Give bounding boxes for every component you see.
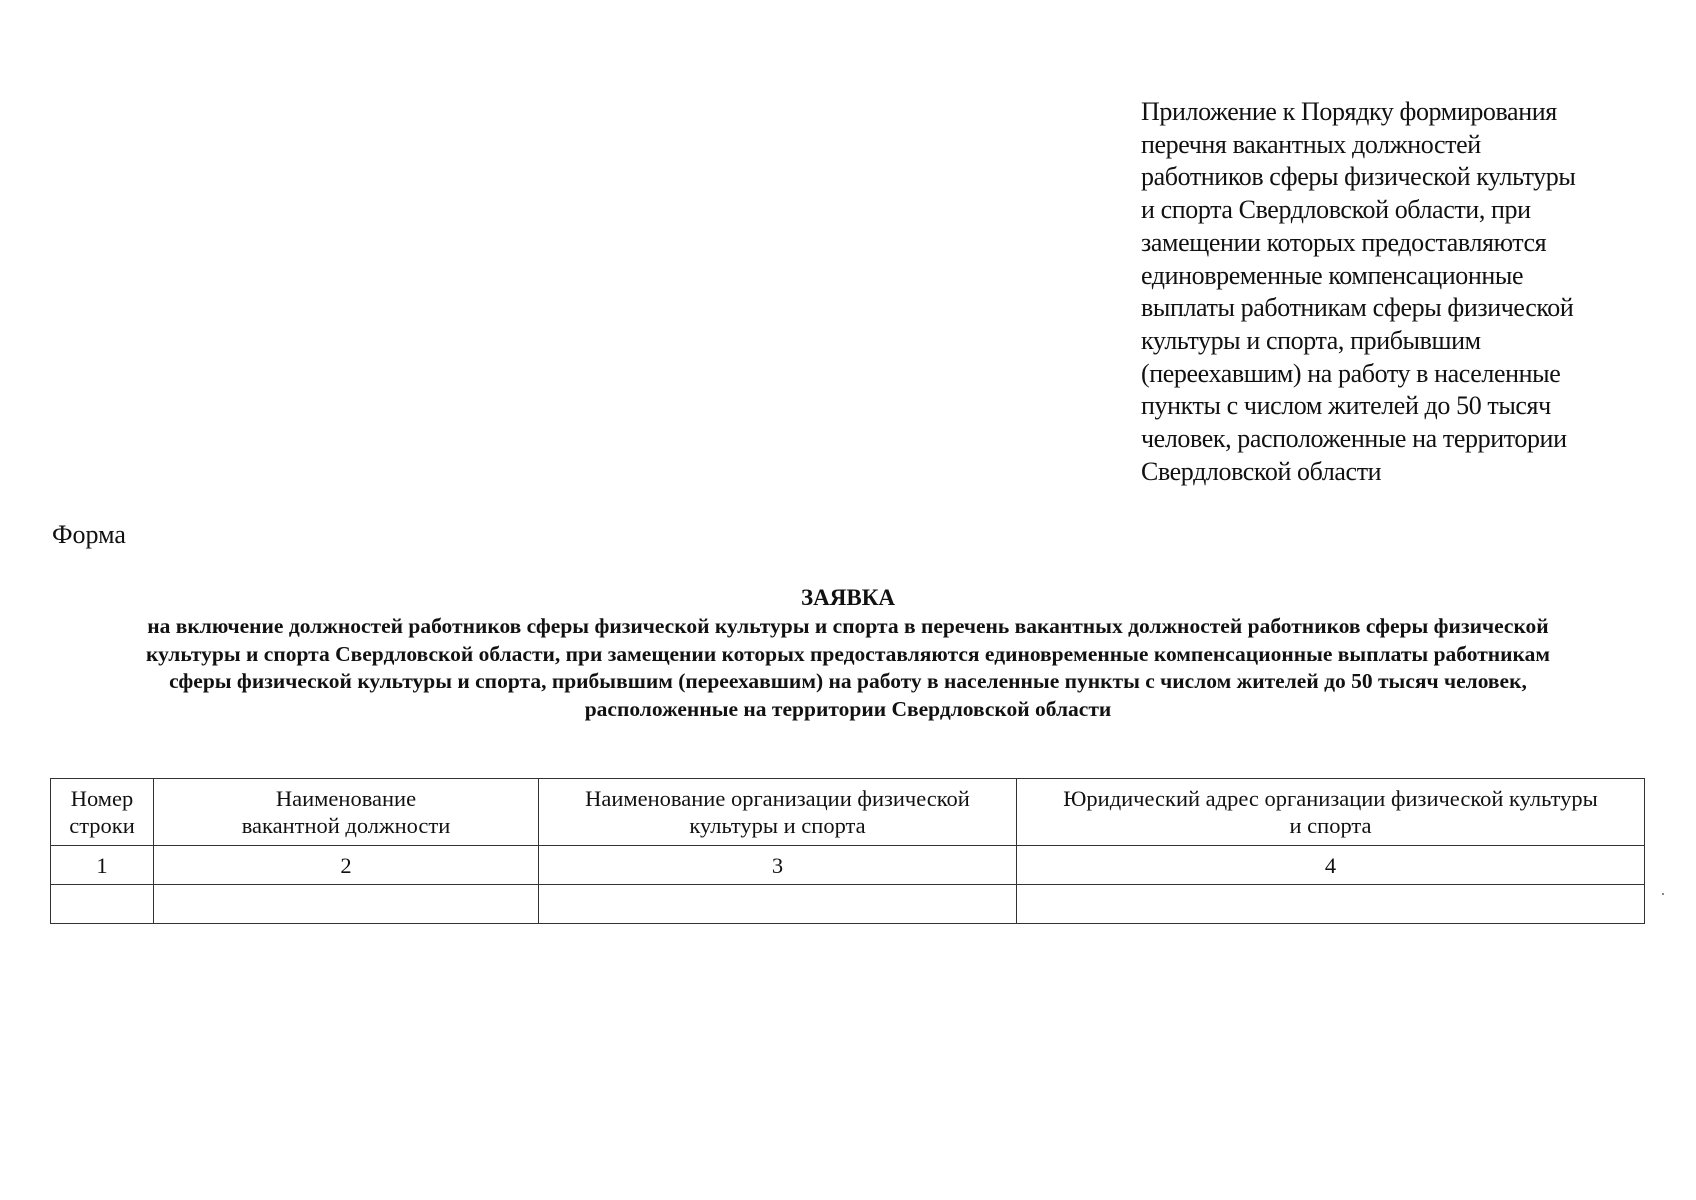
table-header-row	[51, 779, 1645, 846]
column-header-organization	[539, 779, 1017, 846]
column-number: 2	[154, 846, 539, 885]
appendix-line: пункты с числом жителей до 50 тысяч	[1141, 391, 1551, 421]
empty-cell	[51, 885, 154, 924]
appendix-line: выплаты работникам сферы физической	[1141, 293, 1574, 323]
appendix-note	[1141, 96, 1641, 488]
header-line: культуры и спорта	[689, 813, 866, 838]
appendix-line: и спорта Свердловской области, при	[1141, 195, 1531, 225]
scan-speck	[1662, 893, 1664, 895]
title-heading: ЗАЯВКА	[801, 585, 895, 610]
appendix-line: Приложение к Порядку формирования	[1141, 97, 1557, 126]
column-number: 1	[51, 846, 154, 885]
header-line: Номер	[70, 786, 134, 811]
application-table	[50, 778, 1645, 924]
column-header-address	[1017, 779, 1645, 846]
header-line: и спорта	[1289, 813, 1372, 838]
empty-cell	[539, 885, 1017, 924]
form-label: Форма	[52, 520, 126, 549]
header-line: Наименование	[275, 786, 417, 811]
appendix-line: единовременные компенсационные	[1141, 260, 1524, 290]
header-line: Юридический адрес организации физической культуры	[1063, 786, 1598, 811]
header-line: строки	[69, 813, 135, 838]
appendix-line: Свердловской области	[1141, 456, 1382, 486]
column-number: 3	[539, 846, 1017, 885]
title-line: сферы физической культуры и спорта, прибывшим (переехавшим) на работу в населенные пункты с числом жителей до 50 тысяч человек,	[169, 669, 1527, 693]
header-line: вакантной должности	[241, 813, 451, 838]
title-line: на включение должностей работников сферы физической культуры и спорта в перечень вакантных должностей работников сферы физической	[147, 614, 1549, 638]
table-row	[51, 885, 1645, 924]
appendix-line: (переехавшим) на работу в населенные	[1141, 358, 1561, 388]
appendix-line: перечня вакантных должностей	[1141, 129, 1481, 159]
column-header-row-number	[51, 779, 154, 846]
column-number-row	[51, 846, 1645, 885]
appendix-line: культуры и спорта, прибывшим	[1141, 325, 1481, 355]
empty-cell	[154, 885, 539, 924]
document-title	[40, 583, 1656, 723]
appendix-line: человек, расположенные на территории	[1141, 424, 1567, 454]
appendix-line: работников сферы физической культуры	[1141, 162, 1576, 192]
title-line: культуры и спорта Свердловской области, при замещении которых предоставляются единовременные компенсационные выплаты работникам	[145, 641, 1551, 666]
title-line: расположенные на территории Свердловской области	[584, 696, 1112, 721]
empty-cell	[1017, 885, 1645, 924]
column-number: 4	[1017, 846, 1645, 885]
header-line: Наименование организации физической	[585, 786, 970, 811]
column-header-position	[154, 779, 539, 846]
appendix-line: замещении которых предоставляются	[1141, 227, 1547, 257]
